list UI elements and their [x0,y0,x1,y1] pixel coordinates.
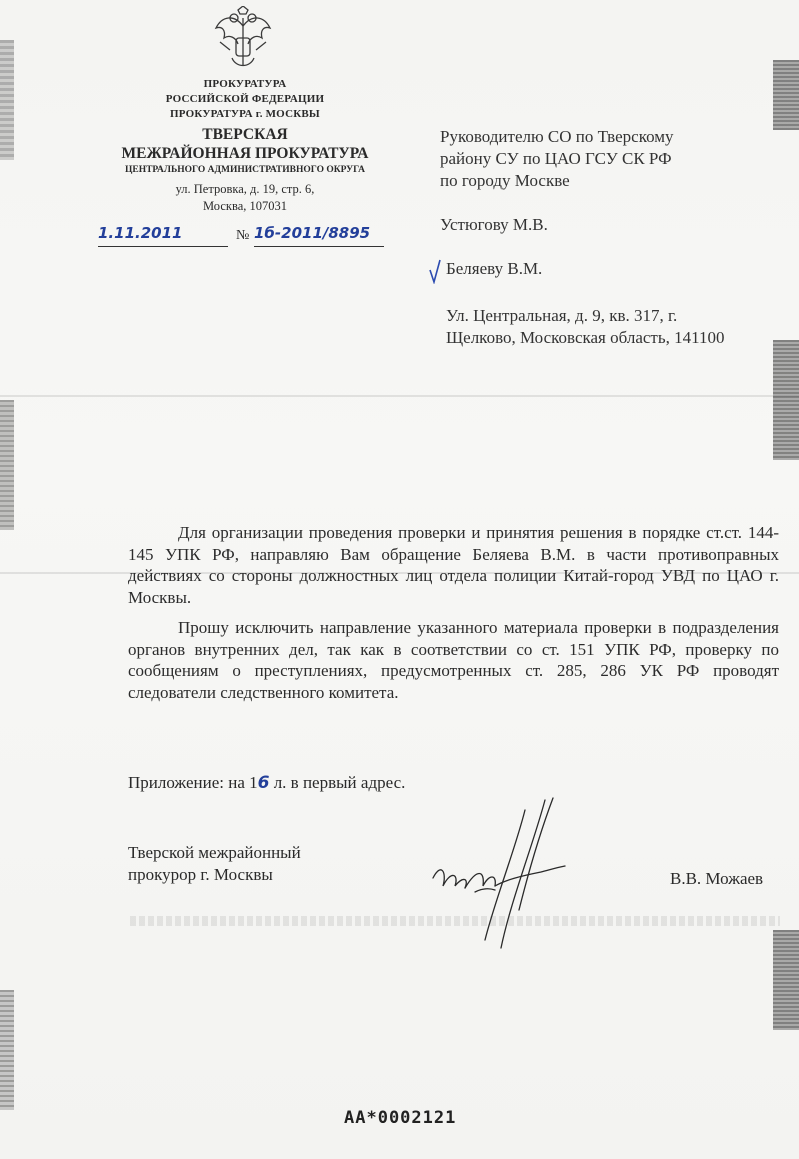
number-sign: № [236,228,250,243]
handwritten-reference-number: 1б-2011/8895 [254,224,384,247]
office-street: ул. Петровка, д. 19, стр. 6, [175,182,315,196]
handwritten-signature [425,790,585,955]
appendix-suffix: л. в первый адрес. [269,773,406,792]
body-paragraph-1: Для организации проведения проверки и принятия решения в порядке ст.ст. 144-145 УПК РФ, направляю Вам обращение Беляева В.М. в части противоправных действиях со стороны должностных лиц отдела полиции Китай-город УВД по ЦАО г. Москвы. [128,523,779,607]
office-city: Москва, 107031 [202,199,288,213]
appendix-line [128,773,405,793]
scan-edge-right [773,60,799,130]
addressee-line: району СУ по ЦАО ГСУ СК РФ [440,149,672,168]
letterhead-district: ЦЕНТРАЛЬНОГО АДМИНИСТРАТИВНОГО ОКРУГА [124,165,366,175]
address-line: Щелково, Московская область, 141100 [446,328,725,347]
office-name-line: МЕЖРАЙОННАЯ ПРОКУРАТУРА [121,145,369,162]
scan-edge-right [773,340,799,460]
addressee-person-1: Устюгову М.В. [440,215,548,234]
handwritten-date: 1.11.2011 [98,224,228,247]
letterhead-line: ПРОКУРАТУРА г. МОСКВЫ [170,108,320,120]
addressee-person-2: Беляеву В.М. [446,259,543,278]
scan-edge-left [0,40,14,160]
handwritten-check-mark-icon [428,258,442,284]
body-paragraph-2: Прошу исключить направление указанного материала проверки в подразделения органов внутренних дел, так как в соответствии со ст. 151 УПК РФ, проверку по сообщениям о преступлениях, предусмотренных ст. 285, 286 УК РФ проводят следователи следственного комитета. [128,618,779,702]
addressee-organization [440,126,770,192]
scan-edge-left [0,400,14,530]
scan-edge-left [0,990,14,1110]
form-serial-number: АА*0002121 [344,1108,457,1128]
addressee-address [446,305,786,349]
office-name-line: ТВЕРСКАЯ [202,126,288,143]
double-headed-eagle-emblem [212,6,274,76]
letterhead-authority [150,77,340,122]
appendix-prefix: Приложение: на 1 [128,773,258,792]
bleed-through-text [130,916,780,926]
appendix-handwritten-digit: 6 [257,773,270,793]
signer-title [128,842,301,886]
address-line: Ул. Центральная, д. 9, кв. 317, г. [446,306,678,325]
signer-title-line: прокурор г. Москвы [128,865,273,884]
letterhead-office [110,125,380,163]
addressee-line: по городу Москве [440,171,570,190]
signer-name: В.В. Можаев [670,869,764,888]
letterhead-address [110,181,380,215]
letterhead-line: ПРОКУРАТУРА [203,78,287,90]
fold-line [0,395,799,397]
addressee-line: Руководителю СО по Тверскому [440,127,674,146]
scan-edge-right [773,930,799,1030]
signer-title-line: Тверской межрайонный [128,843,301,862]
letterhead-line: РОССИЙСКОЙ ФЕДЕРАЦИИ [165,93,325,105]
